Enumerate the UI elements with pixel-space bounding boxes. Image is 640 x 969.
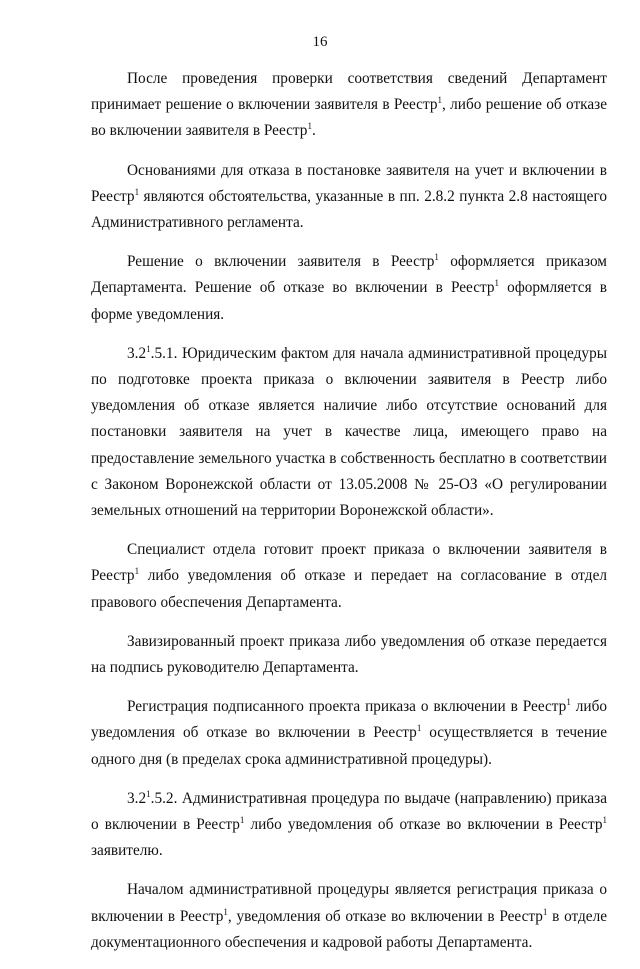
paragraph: [91, 537, 607, 616]
paragraph: [91, 341, 607, 524]
text-run: .: [311, 122, 316, 140]
footnote-marker: 1: [434, 252, 439, 263]
footnote-marker: 1: [239, 815, 245, 826]
footnote-marker: 1: [307, 121, 312, 132]
text-run: либо уведомления об отказе и передает на согласование в отдел правового обеспечения Департамента.: [91, 567, 607, 611]
footnote-marker: 1: [437, 95, 442, 106]
paragraph: [91, 877, 607, 956]
footnote-marker: 1: [416, 723, 422, 734]
paragraph: [91, 249, 607, 328]
text-run: 3.2: [127, 344, 147, 362]
paragraph: [91, 786, 607, 865]
text-run: После проведения проверки соответствия сведений Департамент принимает решение о включении заявителя в Реестр: [91, 70, 607, 114]
body-text: [91, 66, 607, 969]
text-run: либо уведомления об отказе во включении в Реестр: [244, 816, 603, 834]
paragraph: [91, 694, 607, 773]
text-run: Решение о включении заявителя в Реестр: [127, 253, 435, 271]
page-number: 16: [312, 34, 328, 50]
paragraph: [91, 629, 607, 681]
footnote-marker: 1: [134, 186, 140, 197]
text-run: осуществляется в течение одного дня (в пределах срока административной процедуры).: [91, 724, 607, 768]
paragraph: [91, 66, 607, 145]
text-run: , уведомления об отказе во включении в Реестр: [227, 907, 543, 925]
text-run: либо уведомления об отказе во включении в Реестр: [91, 698, 607, 742]
footnote-marker: 1: [566, 697, 571, 708]
text-run: , либо решение об отказе во включении заявителя в Реестр: [91, 96, 607, 140]
footnote-marker: 1: [602, 815, 607, 826]
text-run: Завизированный проект приказа либо уведомления об отказе передается на подпись руководителю Департамента.: [91, 632, 607, 677]
text-run: оформляется в форме уведомления.: [91, 279, 607, 323]
footnote-marker: 1: [134, 566, 140, 577]
footnote-marker: 1: [223, 906, 228, 917]
text-run: оформляется приказом Департамента. Решение об отказе во включении в Реестр: [91, 253, 607, 297]
text-run: являются обстоятельства, указанные в пп. 2.8.2 пункта 2.8 настоящего Административного регламента.: [91, 187, 607, 232]
paragraph: [91, 158, 607, 237]
text-run: Регистрация подписанного проекта приказа о включении в Реестр: [127, 698, 567, 716]
text-run: в отделе документационного обеспечения и кадровой работы Департамента.: [91, 907, 608, 951]
text-run: .5.1. Юридическим фактом для начала административной процедуры по подготовке проекта приказа о включении заявителя в Реестр либо уведомления об отказе является наличие либо отсутствие оснований для постановки заявителя на учет в качестве лица, имеющего право на предоставление земельного участка в собственность бесплатно в соответствии с Законом Воронежской области от 13.05.2008 № 25-ОЗ «О регулировании земельных отношений на территории Воронежской области».: [91, 344, 607, 520]
text-run: Началом административной процедуры является регистрация приказа о включении в Реестр: [91, 881, 607, 925]
footnote-marker: 1: [146, 788, 151, 799]
footnote-marker: 1: [542, 906, 548, 917]
text-run: Специалист отдела готовит проект приказа о включении заявителя в Реестр: [91, 541, 607, 585]
text-run: Основаниями для отказа в постановке заявителя на учет и включении в Реестр: [91, 161, 607, 205]
footnote-marker: 1: [494, 278, 500, 289]
text-run: заявителю.: [91, 842, 163, 860]
footnote-marker: 1: [146, 343, 151, 354]
text-run: 3.2: [127, 789, 147, 807]
text-run: .5.2. Административная процедура по выдаче (направлению) приказа о включении в Реестр: [91, 789, 607, 834]
